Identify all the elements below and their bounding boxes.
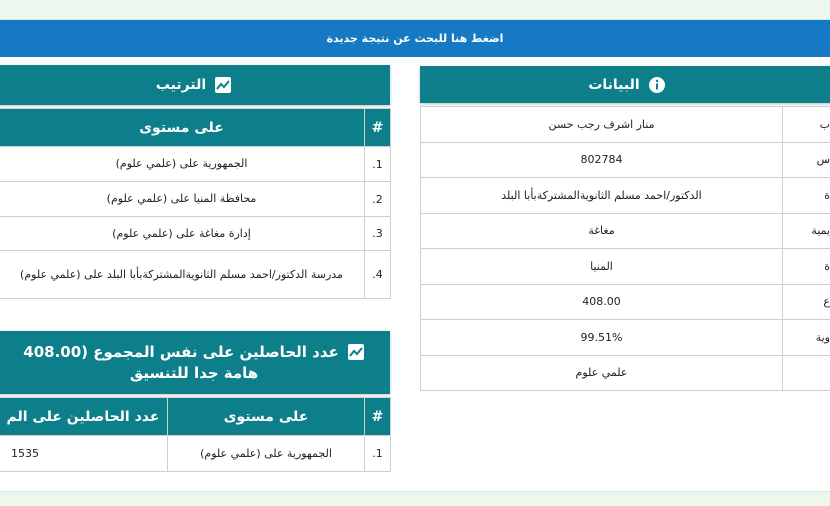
same-total-row <box>0 436 391 472</box>
ranking-row <box>0 147 391 182</box>
same-total-row-level: الجمهورية على (علمي علوم) <box>168 436 365 472</box>
same-total-panel-header <box>0 331 390 394</box>
same-total-row-num: 1. <box>365 436 391 472</box>
data-row <box>421 213 830 249</box>
data-row-label: وية <box>783 320 830 356</box>
data-row <box>421 178 830 214</box>
data-row-value: منار اشرف رجب حسن <box>421 107 783 143</box>
data-row-label: ة <box>783 178 830 214</box>
data-row-label: ع <box>783 284 830 320</box>
chart-icon <box>347 343 365 361</box>
ranking-table <box>0 108 391 299</box>
ranking-row-level: محافظة المنيا على (علمي علوم) <box>0 182 365 217</box>
ranking-col-level: على مستوى <box>0 109 365 147</box>
ranking-row-level: إدارة مغاغة على (علمي علوم) <box>0 217 365 251</box>
data-row-label: ة <box>783 249 830 285</box>
bottom-strip <box>0 491 830 506</box>
data-row-value: علمي علوم <box>421 355 783 391</box>
ranking-panel-title: الترتيب <box>155 77 207 93</box>
data-row-value: 99.51% <box>421 320 783 356</box>
data-table <box>420 106 830 391</box>
new-search-button[interactable] <box>0 20 830 57</box>
data-panel-title: البيانات <box>588 76 640 93</box>
data-row-label: ب <box>783 107 830 143</box>
ranking-row-level: مدرسة الدكتور/احمد مسلم الثانويةالمشتركةبأبا البلد على (علمي علوم) <box>0 251 365 299</box>
same-total-title-line2: هامة جدا للتنسيق <box>129 364 259 382</box>
same-col-level: على مستوى <box>168 398 365 436</box>
new-search-label: اضغط هنا للبحث عن نتيجة جديدة <box>326 32 504 45</box>
data-row-label: يمية <box>783 213 830 249</box>
ranking-row <box>0 217 391 251</box>
ranking-row-num: 1. <box>365 147 391 182</box>
same-col-count: عدد الحاصلين على الم <box>0 398 168 436</box>
same-col-num: # <box>365 398 391 436</box>
data-panel-header <box>420 66 830 103</box>
ranking-row-num: 4. <box>365 251 391 299</box>
ranking-row <box>0 182 391 217</box>
data-row-value: المنيا <box>421 249 783 285</box>
data-row <box>421 249 830 285</box>
same-total-title-line1: عدد الحاصلين على نفس المجموع (408.00 <box>23 343 339 361</box>
data-row-label <box>783 355 830 391</box>
data-row-value: 802784 <box>421 142 783 178</box>
data-row <box>421 355 830 391</box>
data-row-value: 408.00 <box>421 284 783 320</box>
ranking-col-num: # <box>365 109 391 147</box>
ranking-row-level: الجمهورية على (علمي علوم) <box>0 147 365 182</box>
same-total-row-count: 1535 <box>0 436 168 472</box>
data-row <box>421 107 830 143</box>
ranking-row-num: 3. <box>365 217 391 251</box>
chart-icon <box>214 76 232 94</box>
info-icon <box>648 76 666 94</box>
data-row <box>421 284 830 320</box>
top-strip <box>0 0 830 20</box>
ranking-row <box>0 251 391 299</box>
ranking-panel-header <box>0 65 390 105</box>
same-total-table <box>0 397 391 472</box>
ranking-row-num: 2. <box>365 182 391 217</box>
data-row-value: مغاغة <box>421 213 783 249</box>
data-row-label: س <box>783 142 830 178</box>
data-row <box>421 320 830 356</box>
data-row-value: الدكتور/احمد مسلم الثانويةالمشتركةبأبا البلد <box>421 178 783 214</box>
data-row <box>421 142 830 178</box>
